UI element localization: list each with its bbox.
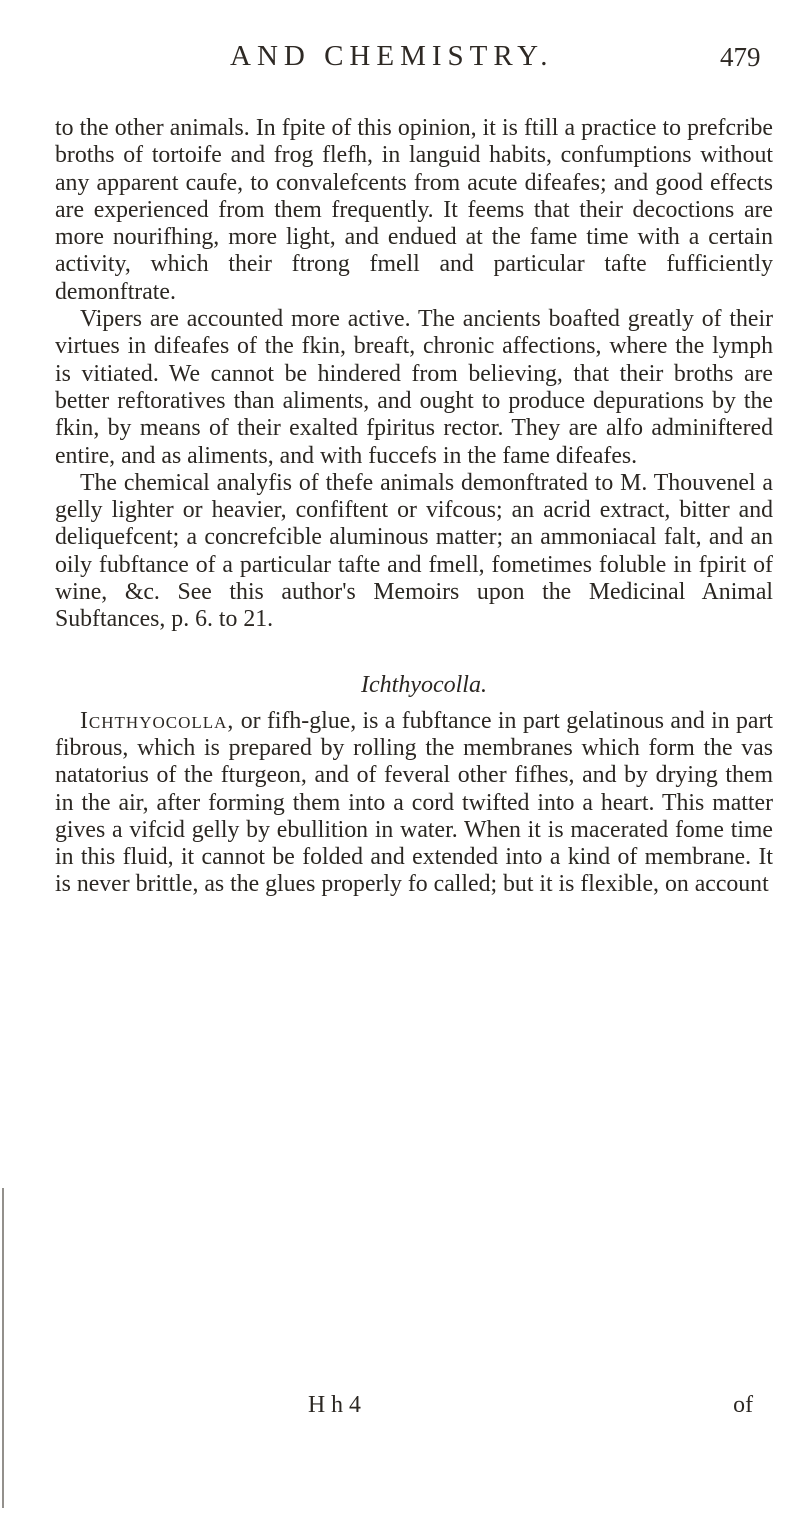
paragraph-tortoise-broths: to the other animals. In fpite of this opinion, it is ftill a practice to prefcribe broths of tortoife and frog flefh, in languid habits, confumptions without any apparent caufe, to convalefcents from acute difeafes; and good effects are experienced from them frequently. It feems that their decoctions are more nourifhing, more light, and endued at the fame time with a certain activity, which their ftrong fmell and particular tafte fufficiently demonftrate. xyxy=(55,115,773,305)
page-edge-shadow xyxy=(2,1188,4,1508)
section-title: Ichthyocolla. xyxy=(361,671,487,698)
paragraph-chemical-analysis: The chemical analyfis of thefe animals demonftrated to M. Thouvenel a gelly lighter or heavier, confiftent or vifcous; an acrid extract, bitter and deliquefcent; a concrefcible aluminous matter; an ammoniacal falt, and an oily fubftance of a particular tafte and fmell, fometimes foluble in fpirit of wine, &c. See this author's Memoirs upon the Medicinal Animal Subftances, p. 6. to 21. xyxy=(55,469,773,633)
term-ichthyocolla: Ichthyocolla, xyxy=(80,707,235,734)
catchword: of xyxy=(733,1392,753,1418)
body-text xyxy=(55,115,773,899)
running-head: AND CHEMISTRY. xyxy=(230,40,554,72)
page-number: 479 xyxy=(720,42,761,72)
page-header xyxy=(0,40,800,80)
paragraph-ichthyocolla-text: or fifh-glue, is a fubftance in part gelatinous and in part fibrous, which is prepared by rolling the membranes which form the vas natatorius of the fturgeon, and of feveral other fifhes, and by drying them in the air, after forming them into a cord twifted into a heart. This matter gives a vifcid gelly by ebullition in water. When it is macerated fome time in this fluid, it cannot be folded and extended into a kind of membrane. It is never brittle, as the glues properly fo called; but it is flexible, on account xyxy=(55,707,773,898)
paragraph-vipers: Vipers are accounted more active. The ancients boafted greatly of their virtues in difeafes of the fkin, breaft, chronic affections, where the lymph is vitiated. We cannot be hindered from believing, that their broths are better reftoratives than aliments, and ought to produce depurations by the fkin, by means of their exalted fpiritus rector. They are alfo adminiftered entire, and as aliments, and with fuccefs in the fame difeafes. xyxy=(55,306,773,469)
page-footer xyxy=(55,1392,773,1422)
signature-mark: H h 4 xyxy=(308,1392,361,1418)
paragraph-ichthyocolla xyxy=(55,708,773,899)
